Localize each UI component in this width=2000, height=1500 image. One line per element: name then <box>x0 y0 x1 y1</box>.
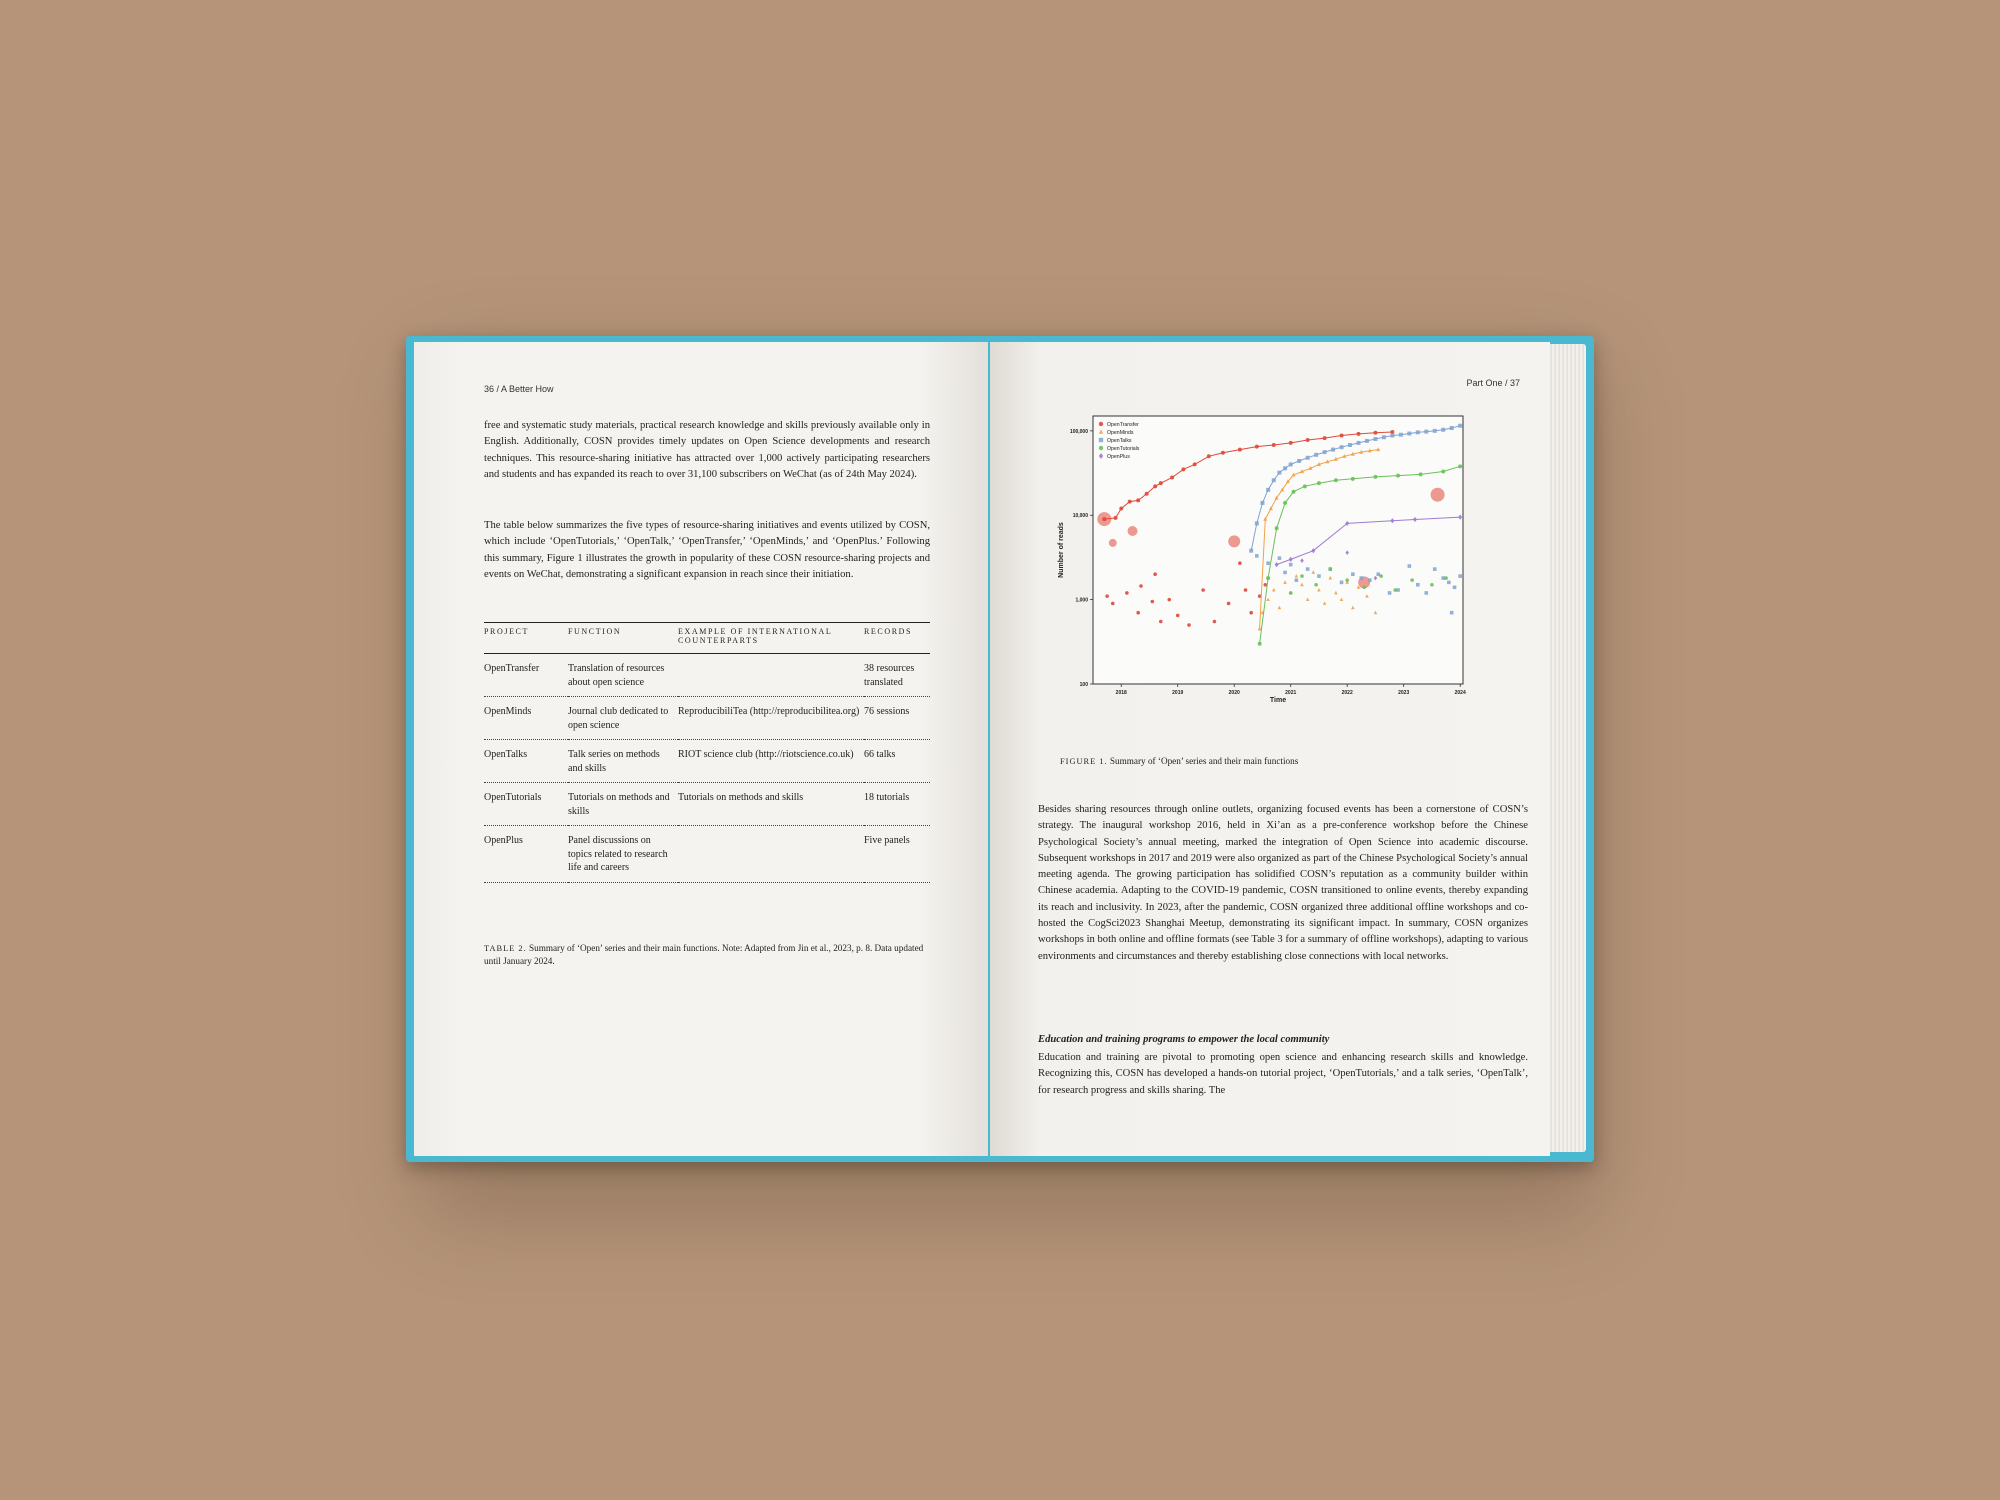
point-opentalks <box>1360 576 1364 580</box>
left-paragraph-2: The table below summarizes the five types of resource-sharing initiatives and events utilized by COSN, which include ‘OpenTutorials,’ ‘OpenTalk,’ ‘OpenTransfer,’ ‘OpenMinds,’ and ‘OpenPlus.’ Following this summary, Figure 1 illustrates the growth in popularity of these COSN resource-sharing projects and events on WeChat, demonstrating a significant expansion in reach since their initiation. <box>484 520 930 580</box>
resource-table <box>484 622 930 883</box>
point-opentutorials <box>1328 567 1332 571</box>
left-paragraph-1: free and systematic study materials, practical research knowledge and skills previously available only in English. Additionally, COSN provides timely updates on Open Science developments and research techniques. This resource-sharing initiative has attracted over 1,000 actively participating researchers and students and has expanded its reach to over 31,100 subscribers on WeChat (as of 24th May 2024). <box>484 420 930 480</box>
line-point-opentalks <box>1272 478 1276 482</box>
point-opentutorials <box>1393 588 1397 592</box>
line-point-opentutorials <box>1458 464 1462 468</box>
point-opentransfer <box>1167 598 1171 602</box>
line-point-opentutorials <box>1419 472 1423 476</box>
point-opentransfer <box>1249 611 1253 615</box>
line-point-opentransfer <box>1193 462 1197 466</box>
right-running-head: Part One / 37 <box>1466 378 1520 388</box>
table-header-example: EXAMPLE OF INTERNATIONAL COUNTERPARTS <box>678 623 864 654</box>
x-tick-label: 2018 <box>1115 690 1127 696</box>
point-opentalks <box>1424 591 1428 595</box>
line-point-opentutorials <box>1266 576 1270 580</box>
line-point-opentalks <box>1450 426 1454 430</box>
line-point-opentransfer <box>1207 454 1211 458</box>
line-point-opentransfer <box>1323 436 1327 440</box>
cell-project: OpenTalks <box>484 749 528 760</box>
point-opentransfer <box>1238 561 1242 565</box>
cell-project: OpenTutorials <box>484 792 542 803</box>
line-point-opentransfer <box>1356 432 1360 436</box>
point-opentransfer <box>1263 583 1267 587</box>
point-opentalks <box>1295 578 1299 582</box>
table-row <box>484 740 930 783</box>
line-point-opentutorials <box>1283 501 1287 505</box>
line-point-opentransfer <box>1390 430 1394 434</box>
figure-caption-label: FIGURE 1. <box>1060 757 1108 766</box>
y-axis-label: Number of reads <box>1058 522 1065 578</box>
point-opentalks <box>1266 561 1270 565</box>
legend-label-opentalks: OpenTalks <box>1107 438 1132 444</box>
point-opentransfer <box>1187 623 1191 627</box>
line-point-opentransfer <box>1272 443 1276 447</box>
cell-example <box>678 654 864 697</box>
line-point-opentransfer <box>1102 517 1106 521</box>
page-edges <box>1548 344 1586 1152</box>
line-point-opentalks <box>1277 471 1281 475</box>
legend-marker-opentransfer <box>1099 422 1103 426</box>
line-point-opentransfer <box>1255 445 1259 449</box>
point-opentransfer <box>1151 600 1155 604</box>
line-point-opentalks <box>1323 450 1327 454</box>
point-opentalks <box>1306 567 1310 571</box>
point-opentutorials <box>1345 578 1349 582</box>
cell-example: Tutorials on methods and skills <box>678 792 804 803</box>
left-page <box>414 342 988 1156</box>
point-opentalks <box>1453 585 1457 589</box>
point-opentutorials <box>1289 591 1293 595</box>
right-paragraph-1: Besides sharing resources through online outlets, organizing focused events has been a cornerstone of COSN’s strategy. The inaugural workshop 2016, held in Xi’an as a pre-conference workshop before the Chinese Psychological Society’s annual meeting, marked the integration of Open Science into academic discourse. Subsequent workshops in 2017 and 2019 were also organized as part of the Chinese Psychological Society’s annual meeting agenda. The growing participation has solidified COSN’s reputation as a community builder within Chinese academia. Adapting to the COVID-19 pandemic, COSN transitioned to online events, thereby expanding its reach and inclusivity. In 2023, after the pandemic, COSN organized three additional offline workshops and co-hosted the CogSci2023 Shanghai Meetup, demonstrating its significant impact. In summary, COSN organizes workshops in both online and offline formats (see Table 3 for a summary of offline workshops), adapting to various environments and circumstances and thereby establishing close connections with local networks. <box>1038 804 1528 962</box>
cell-records: 66 talks <box>864 749 896 760</box>
line-point-opentalks <box>1356 441 1360 445</box>
cell-records: 38 resources translated <box>864 663 915 688</box>
line-point-opentalks <box>1283 466 1287 470</box>
point-opentransfer <box>1125 591 1129 595</box>
table-caption-label: TABLE 2. <box>484 944 527 953</box>
line-point-opentutorials <box>1351 477 1355 481</box>
x-tick-label: 2023 <box>1398 690 1410 696</box>
legend-marker-opentutorials <box>1099 446 1103 450</box>
point-opentalks <box>1447 581 1451 585</box>
line-point-opentutorials <box>1292 490 1296 494</box>
x-tick-label: 2022 <box>1341 690 1353 696</box>
line-point-opentransfer <box>1170 476 1174 480</box>
point-opentransfer <box>1139 584 1143 588</box>
point-opentransfer <box>1159 620 1163 624</box>
point-opentutorials <box>1314 583 1318 587</box>
point-opentalks <box>1450 611 1454 615</box>
point-opentalks <box>1317 574 1321 578</box>
legend-label-opentransfer: OpenTransfer <box>1107 422 1139 428</box>
point-opentalks <box>1289 563 1293 567</box>
table-header-project: PROJECT <box>484 623 568 654</box>
reads-chart <box>1049 398 1481 718</box>
legend-marker-opentalks <box>1099 438 1103 442</box>
x-tick-label: 2024 <box>1454 690 1466 696</box>
cell-project: OpenPlus <box>484 835 523 846</box>
line-point-opentalks <box>1458 424 1462 428</box>
cell-example <box>678 826 864 883</box>
line-point-opentransfer <box>1114 516 1118 520</box>
line-point-opentransfer <box>1181 467 1185 471</box>
point-opentalks <box>1458 574 1462 578</box>
point-opentransfer <box>1176 614 1180 618</box>
figure-caption <box>1060 755 1480 768</box>
section-heading: Education and training programs to empower the local community <box>1038 1034 1330 1045</box>
point-opentutorials <box>1362 585 1366 589</box>
line-point-opentransfer <box>1128 500 1132 504</box>
y-tick-label: 1,000 <box>1075 597 1088 604</box>
x-tick-label: 2021 <box>1285 690 1297 696</box>
line-point-opentutorials <box>1396 474 1400 478</box>
line-point-opentalks <box>1365 439 1369 443</box>
cell-project: OpenTransfer <box>484 663 540 674</box>
point-opentransfer <box>1105 594 1109 598</box>
plot-frame <box>1093 416 1463 684</box>
line-point-opentalks <box>1297 459 1301 463</box>
cell-records: 76 sessions <box>864 706 910 717</box>
cell-function: Journal club dedicated to open science <box>568 706 669 731</box>
table-header-records: RECORDS <box>864 623 930 654</box>
line-point-opentalks <box>1260 501 1264 505</box>
line-point-opentutorials <box>1441 469 1445 473</box>
line-point-opentalks <box>1424 430 1428 434</box>
legend-label-opentutorials: OpenTutorials <box>1107 446 1140 452</box>
line-point-opentalks <box>1266 488 1270 492</box>
right-page <box>990 342 1550 1156</box>
line-point-opentalks <box>1348 443 1352 447</box>
point-opentransfer <box>1136 611 1140 615</box>
table-caption-text: Summary of ‘Open’ series and their main functions. Note: Adapted from Jin et al., 2023, p. 8. Data updated until January 2024. <box>484 943 924 966</box>
line-point-opentalks <box>1416 430 1420 434</box>
right-paragraph-2: Education and training are pivotal to promoting open science and enhancing research skills and knowledge. Recognizing this, COSN has developed a hands-on tutorial project, ‘OpenTutorials,’ and a talk series, ‘OpenTalk’, for research progress and skills sharing. The <box>1038 1052 1528 1096</box>
line-point-opentransfer <box>1373 431 1377 435</box>
cell-project: OpenMinds <box>484 706 532 717</box>
left-running-head: 36 / A Better How <box>484 384 554 394</box>
y-tick-label: 10,000 <box>1072 513 1088 520</box>
point-opentalks <box>1278 556 1282 560</box>
y-tick-label: 100,000 <box>1069 428 1088 435</box>
table-header-function: FUNCTION <box>568 623 678 654</box>
line-point-opentutorials <box>1275 526 1279 530</box>
bubble-opentransfer <box>1431 488 1445 502</box>
point-opentransfer <box>1111 602 1115 606</box>
line-point-opentransfer <box>1340 434 1344 438</box>
line-point-opentalks <box>1289 462 1293 466</box>
legend-label-openminds: OpenMinds <box>1107 430 1134 436</box>
table-row <box>484 826 930 883</box>
line-point-opentalks <box>1373 437 1377 441</box>
line-point-opentransfer <box>1119 507 1123 511</box>
line-point-opentransfer <box>1153 484 1157 488</box>
table-caption <box>484 942 930 967</box>
cell-function: Talk series on methods and skills <box>568 749 660 774</box>
table-row <box>484 697 930 740</box>
point-opentransfer <box>1153 572 1157 576</box>
line-point-opentalks <box>1390 434 1394 438</box>
cell-function: Tutorials on methods and skills <box>568 792 670 817</box>
point-opentransfer <box>1201 588 1205 592</box>
point-opentransfer <box>1244 588 1248 592</box>
point-opentalks <box>1433 567 1437 571</box>
line-point-opentalks <box>1331 448 1335 452</box>
line-point-opentransfer <box>1306 438 1310 442</box>
point-opentransfer <box>1213 620 1217 624</box>
point-opentalks <box>1408 564 1412 568</box>
line-point-opentutorials <box>1373 475 1377 479</box>
bubble-opentransfer <box>1109 539 1117 547</box>
line-point-opentalks <box>1340 445 1344 449</box>
cell-example: ReproducibiliTea (http://reproducibilitea.org) <box>678 706 860 717</box>
line-point-opentalks <box>1399 433 1403 437</box>
line-point-opentransfer <box>1289 441 1293 445</box>
line-point-opentalks <box>1433 429 1437 433</box>
line-point-opentalks <box>1382 435 1386 439</box>
table-row <box>484 654 930 697</box>
point-opentalks <box>1388 591 1392 595</box>
figure-caption-text: Summary of ‘Open’ series and their main functions <box>1107 756 1299 766</box>
point-opentutorials <box>1430 583 1434 587</box>
cell-function: Translation of resources about open science <box>568 663 665 688</box>
legend-label-openplus: OpenPlus <box>1107 454 1130 460</box>
point-opentutorials <box>1410 578 1414 582</box>
line-point-opentalks <box>1249 549 1253 553</box>
point-opentalks <box>1255 554 1259 558</box>
line-point-opentransfer <box>1238 448 1242 452</box>
bubble-opentransfer <box>1128 526 1138 536</box>
table-row <box>484 783 930 826</box>
line-point-opentalks <box>1255 521 1259 525</box>
line-point-opentalks <box>1306 456 1310 460</box>
line-point-opentalks <box>1314 453 1318 457</box>
point-opentransfer <box>1227 602 1231 606</box>
x-tick-label: 2020 <box>1228 690 1240 696</box>
cell-records: 18 tutorials <box>864 792 910 803</box>
line-point-opentutorials <box>1317 481 1321 485</box>
table-header-row <box>484 623 930 654</box>
line-point-opentransfer <box>1159 481 1163 485</box>
x-axis-label: Time <box>1269 697 1287 704</box>
line-point-opentutorials <box>1334 478 1338 482</box>
point-opentalks <box>1416 583 1420 587</box>
line-point-opentutorials <box>1258 642 1262 646</box>
line-point-opentransfer <box>1221 451 1225 455</box>
line-point-opentalks <box>1407 432 1411 436</box>
point-opentalks <box>1340 581 1344 585</box>
y-tick-label: 100 <box>1079 682 1088 688</box>
cell-function: Panel discussions on topics related to research life and careers <box>568 835 668 873</box>
point-opentalks <box>1368 578 1372 582</box>
line-point-opentransfer <box>1136 498 1140 502</box>
point-opentalks <box>1351 572 1355 576</box>
point-opentutorials <box>1444 576 1448 580</box>
point-opentutorials <box>1379 574 1383 578</box>
bubble-opentransfer <box>1228 535 1240 547</box>
point-opentutorials <box>1300 574 1304 578</box>
line-point-opentransfer <box>1145 492 1149 496</box>
x-tick-label: 2019 <box>1172 690 1184 696</box>
cell-records: Five panels <box>864 835 910 846</box>
line-point-opentutorials <box>1303 484 1307 488</box>
cell-example: RIOT science club (http://riotscience.co.uk) <box>678 749 854 760</box>
line-point-opentalks <box>1441 428 1445 432</box>
point-opentalks <box>1283 571 1287 575</box>
